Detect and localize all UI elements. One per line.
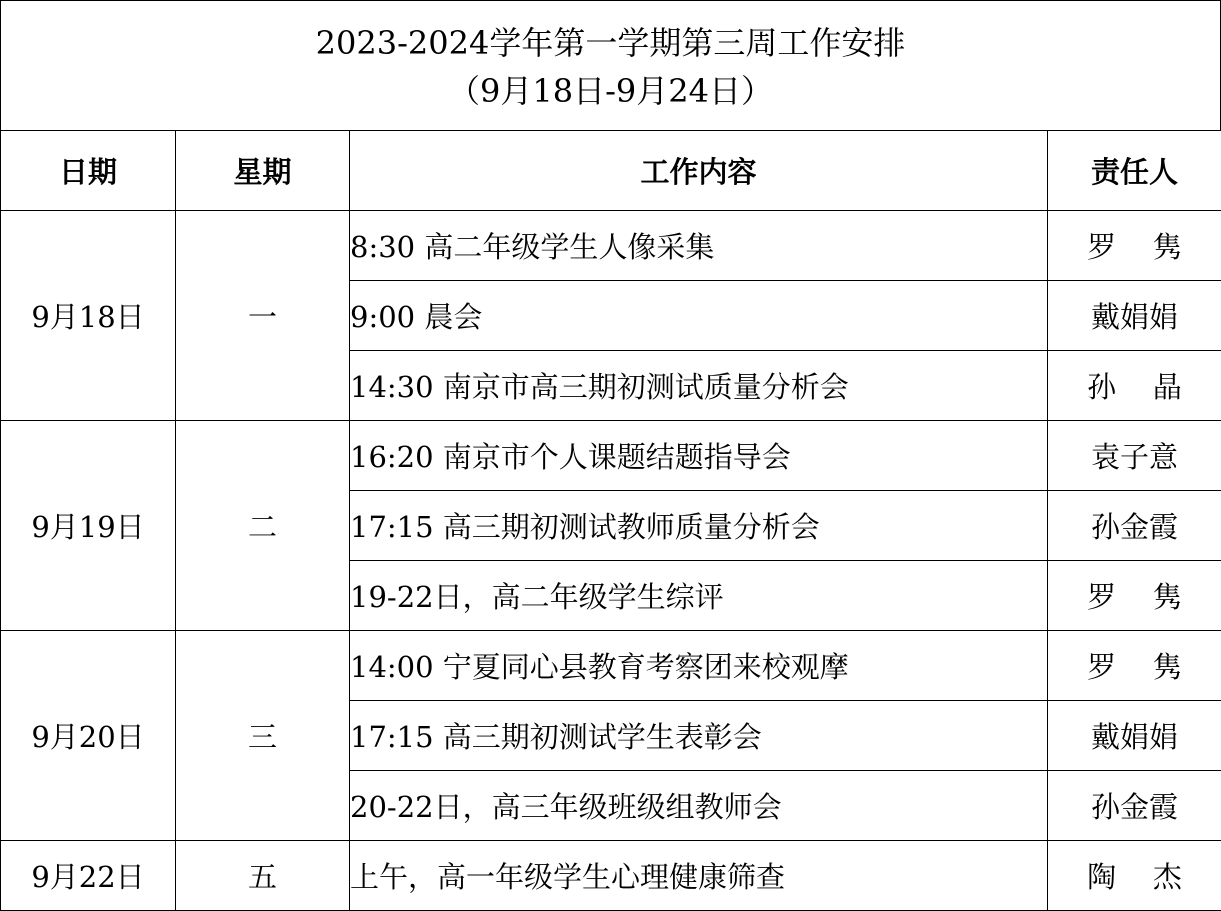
responsible-person-cell: 孙金霞: [1048, 771, 1221, 841]
table-row: [1, 841, 1221, 911]
work-content-cell: 14:30 南京市高三期初测试质量分析会: [350, 351, 1048, 421]
table-row: [1, 421, 1221, 491]
responsible-person-cell: 戴娟娟: [1048, 281, 1221, 351]
header-person: 责任人: [1048, 131, 1221, 211]
table-row: [1, 631, 1221, 701]
title-block: [0, 0, 1221, 130]
responsible-person-cell: 陶 杰: [1048, 841, 1221, 911]
work-content-cell: 16:20 南京市个人课题结题指导会: [350, 421, 1048, 491]
page-title: 2023-2024学年第一学期第三周工作安排: [315, 24, 906, 62]
work-content-cell: 19-22日，高二年级学生综评: [350, 561, 1048, 631]
weekday-cell: 三: [176, 631, 350, 841]
responsible-person-cell: 罗 隽: [1048, 211, 1221, 281]
schedule-body: [1, 211, 1221, 911]
header-weekday: 星期: [176, 131, 350, 211]
weekday-cell: 一: [176, 211, 350, 421]
work-content-cell: 17:15 高三期初测试学生表彰会: [350, 701, 1048, 771]
work-content-cell: 14:00 宁夏同心县教育考察团来校观摩: [350, 631, 1048, 701]
page-subtitle-date-range: （9月18日-9月24日）: [448, 72, 773, 110]
work-content-cell: 上午，高一年级学生心理健康筛查: [350, 841, 1048, 911]
schedule-table: [0, 130, 1221, 911]
date-cell: 9月20日: [1, 631, 176, 841]
date-cell: 9月18日: [1, 211, 176, 421]
work-content-cell: 17:15 高三期初测试教师质量分析会: [350, 491, 1048, 561]
header-content: 工作内容: [350, 131, 1048, 211]
work-content-cell: 8:30 高二年级学生人像采集: [350, 211, 1048, 281]
responsible-person-cell: 罗 隽: [1048, 631, 1221, 701]
responsible-person-cell: 罗 隽: [1048, 561, 1221, 631]
table-row: [1, 211, 1221, 281]
header-row: [1, 131, 1221, 211]
work-content-cell: 9:00 晨会: [350, 281, 1048, 351]
responsible-person-cell: 袁子意: [1048, 421, 1221, 491]
weekday-cell: 五: [176, 841, 350, 911]
responsible-person-cell: 戴娟娟: [1048, 701, 1221, 771]
header-date: 日期: [1, 131, 176, 211]
date-cell: 9月22日: [1, 841, 176, 911]
responsible-person-cell: 孙 晶: [1048, 351, 1221, 421]
responsible-person-cell: 孙金霞: [1048, 491, 1221, 561]
weekday-cell: 二: [176, 421, 350, 631]
date-cell: 9月19日: [1, 421, 176, 631]
work-content-cell: 20-22日，高三年级班级组教师会: [350, 771, 1048, 841]
